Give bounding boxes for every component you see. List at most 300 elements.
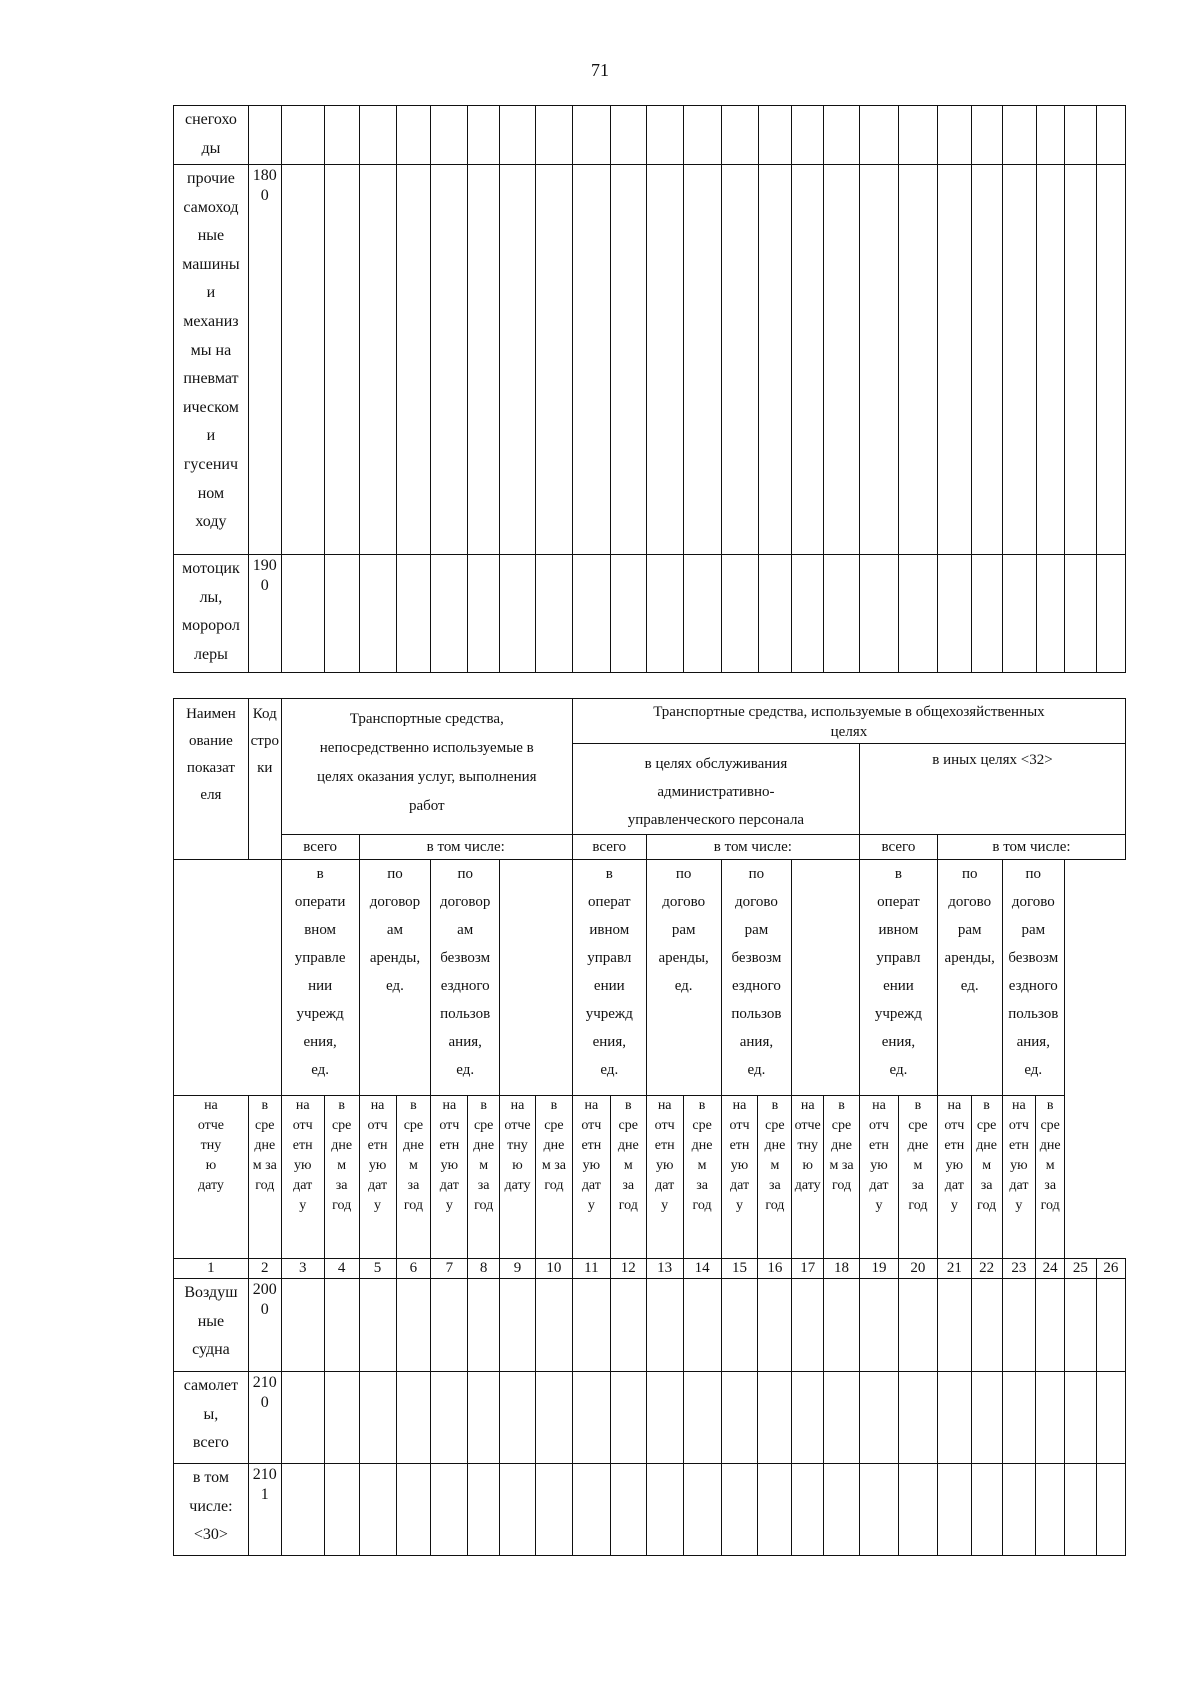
text-line: и [206,284,216,302]
text-line: управл [587,950,632,966]
text-line: дне [831,1138,852,1153]
text-line: м [409,1158,418,1173]
empty-data-cell [938,165,972,555]
text-line: ходу [195,513,227,531]
text-line: м [1045,1158,1055,1173]
text-line: леры [194,645,228,663]
header-operational-mgmt-other [859,860,937,1096]
header-lease-admin [646,860,721,1096]
empty-data-cell [721,1464,758,1556]
empty-data-cell [937,1372,971,1464]
continuation-row-name [174,106,249,165]
text-line: етн [439,1138,460,1153]
empty-data-cell [971,555,1002,673]
column-number: 15 [721,1259,758,1279]
empty-data-cell [1002,555,1036,673]
text-line: м [770,1158,780,1173]
text-line: непосредственно используемые в [319,740,534,756]
text-line: всего [192,1434,229,1452]
column-number: 1 [174,1259,249,1279]
empty-data-cell [610,165,646,555]
text-line: ую [730,1158,749,1173]
table-row [174,555,1126,673]
text-line: сре [331,1118,352,1133]
empty-data-cell [721,106,758,165]
empty-data-cell [396,1279,431,1372]
empty-data-cell [1002,1372,1036,1464]
text-line: ую [870,1158,888,1173]
text-line: в [261,1098,269,1113]
text-line: дне [1039,1138,1061,1153]
column-number: 9 [500,1259,536,1279]
text-line: операт [877,894,920,910]
header-free-use-admin [721,860,792,1096]
empty-data-cell [468,1279,500,1372]
empty-data-cell [431,1279,468,1372]
empty-data-cell [683,555,721,673]
text-line: <30> [193,1526,228,1544]
empty-data-cell [646,106,683,165]
text-line: ую [368,1158,387,1173]
empty-data-cell [860,555,899,673]
empty-data-cell [1065,165,1097,555]
text-line: на [732,1098,747,1113]
empty-data-cell [899,106,938,165]
empty-data-cell [500,106,536,165]
column-number: 16 [758,1259,792,1279]
text-line: договор [369,894,421,910]
text-line: операт [588,894,631,910]
empty-data-cell [1097,106,1126,165]
empty-data-cell [1097,555,1126,673]
table2-row-name [174,1372,249,1464]
text-line: у [587,1198,595,1213]
empty-data-cell [898,1372,937,1464]
empty-data-cell [396,106,431,165]
text-line: мотоцик [182,560,240,577]
empty-data-cell [1002,1279,1036,1372]
text-line: дату [794,1178,821,1193]
text-line: сре [976,1118,997,1133]
empty-data-cell [396,555,431,673]
empty-data-cell [824,555,860,673]
text-line: дат [729,1178,750,1193]
empty-data-cell [359,555,396,673]
text-line: показат [186,760,235,776]
text-line: аренды, [944,950,995,966]
text-line: аренды, [658,950,709,966]
text-line: год [255,1178,275,1193]
header-general-use [572,699,1125,744]
table2-row-name [174,1279,249,1372]
empty-data-cell [758,555,792,673]
empty-data-cell [758,1279,792,1372]
column-number: 12 [610,1259,646,1279]
table-header [174,699,1126,1279]
text-line: сре [618,1118,638,1133]
empty-data-cell [792,1372,824,1464]
subheader-c25-date [1002,1096,1036,1259]
text-line: ездного [440,978,490,994]
text-line: тну [797,1138,818,1153]
text-line: у [445,1198,453,1213]
text-line: ую [655,1158,674,1173]
text-line: сре [908,1118,928,1133]
text-line: за [622,1178,635,1193]
text-line: дат [581,1178,601,1193]
text-line: ю [205,1158,217,1173]
header-indicator-name [174,699,249,860]
empty-data-cell [610,106,646,165]
empty-data-cell [500,555,536,673]
text-line: ивном [878,922,919,938]
empty-data-cell [468,106,500,165]
text-line: отч [868,1118,889,1133]
text-line: отч [439,1118,460,1133]
text-line: етн [869,1138,889,1153]
text-line: в [338,1098,345,1113]
text-line: самоход [183,198,239,216]
continuation-row-code [248,165,281,555]
empty-data-cell [359,165,396,555]
empty-data-cell [572,106,610,165]
empty-data-cell [859,1372,898,1464]
table-row [174,1372,1126,1464]
text-line: ед. [747,1062,766,1078]
empty-data-cell [572,1372,610,1464]
table-row [174,1279,1126,1372]
text-line: самолет [183,1377,239,1394]
empty-data-cell [721,1279,758,1372]
empty-data-cell [937,1279,971,1372]
header-direct-use [281,699,572,835]
column-number: 22 [971,1259,1002,1279]
text-line: Транспортные средства, используемые в общехозяйственных [653,704,1045,720]
text-line: отч [367,1118,388,1133]
text-line: ед. [311,1062,330,1078]
text-line: прочие [187,170,235,187]
text-line: год [474,1198,494,1213]
text-line: 200 [252,1281,277,1298]
continuation-row-code [248,555,281,673]
column-number: 25 [1065,1259,1097,1279]
subheader-c7-date [359,1096,396,1259]
text-line: ные [197,1312,225,1330]
text-line: ения, [303,1034,337,1050]
table2-row-code [248,1464,281,1556]
empty-data-cell [1065,106,1097,165]
table2-row-code [248,1372,281,1464]
text-line: числе: [189,1497,233,1515]
text-line: в [771,1098,779,1113]
header-including-direct: в том числе: [359,835,572,860]
text-line: за [696,1178,708,1193]
empty-data-cell [1002,1464,1036,1556]
column-number: 6 [396,1259,431,1279]
text-line: в [983,1098,990,1113]
text-line: год [692,1198,712,1213]
empty-data-cell [281,555,324,673]
empty-data-cell [535,1372,572,1464]
empty-data-cell [324,106,359,165]
text-line: дат [655,1178,675,1193]
text-line: ю [802,1158,813,1173]
empty-data-cell [1097,165,1126,555]
subheader-c26-average [1036,1096,1065,1259]
empty-data-cell [500,1464,536,1556]
text-line: стро [250,733,279,749]
empty-data-cell [646,1279,683,1372]
text-line: учрежд [296,1006,344,1022]
text-line: догово [1011,894,1055,910]
text-line: год [403,1198,423,1213]
empty-data-cell [281,106,324,165]
text-line: м за [829,1158,854,1173]
empty-data-cell [758,1464,792,1556]
text-line: етн [944,1138,965,1153]
text-line: м [623,1158,633,1173]
text-line: пользов [731,1006,782,1022]
text-line: ения, [592,1034,626,1050]
empty-data-cell [824,1279,860,1372]
text-line: ездного [731,978,781,994]
transport-usage-table [173,698,1126,1556]
empty-data-cell [1096,1372,1125,1464]
empty-data-cell [535,1279,572,1372]
text-line: дат [869,1178,889,1193]
empty-data-cell [898,1279,937,1372]
empty-data-cell [1065,1464,1097,1556]
empty-data-cell [1065,1279,1097,1372]
empty-data-cell [1096,1279,1125,1372]
text-line: по [1025,866,1042,882]
text-line: управленческого персонала [627,812,805,828]
text-line: етн [729,1138,750,1153]
column-number: 18 [824,1259,860,1279]
text-line: сре [1040,1118,1060,1133]
table2-row-code [248,1279,281,1372]
empty-data-cell [1036,1372,1065,1464]
subheader-c21-date [859,1096,898,1259]
empty-data-cell [899,165,938,555]
subheader-c22-average [898,1096,937,1259]
text-line: ю [512,1158,523,1173]
text-line: ы, [203,1405,219,1423]
empty-data-cell [971,106,1002,165]
text-line: отч [581,1118,602,1133]
text-line: 1 [260,1486,269,1503]
text-line: в [838,1098,845,1113]
text-line: в целях обслуживания [644,756,788,772]
empty-data-cell [281,1279,324,1372]
column-number: 7 [431,1259,468,1279]
text-line: ед. [889,1062,908,1078]
text-line: управл [876,950,921,966]
subheader-c3-date [174,1096,249,1259]
empty-data-cell [396,165,431,555]
header-total-admin-blank [500,860,573,1096]
text-line: сре [403,1118,424,1133]
subheader-c14-average [610,1096,646,1259]
text-line: дат [439,1178,459,1193]
text-line: и [206,427,216,445]
column-number: 2 [248,1259,281,1279]
text-line: у [661,1198,669,1213]
text-line: рам [671,922,696,938]
text-line: целях оказания услуг, выполнения [317,769,537,785]
text-line: моророл [181,617,240,635]
empty-data-cell [572,555,610,673]
subheader-c6-average [324,1096,359,1259]
empty-data-cell [396,1464,431,1556]
subheader-c13-date [572,1096,610,1259]
text-line: в [605,866,613,882]
text-line: целях [830,724,868,740]
text-line: год [908,1198,928,1213]
text-line: сре [473,1118,494,1133]
empty-data-cell [646,555,683,673]
empty-data-cell [971,1279,1002,1372]
text-line: учрежд [585,1006,633,1022]
text-line: работ [408,798,445,814]
column-number: 10 [535,1259,572,1279]
empty-data-cell [1002,106,1036,165]
table-row [174,106,1126,165]
text-line: на [800,1098,815,1113]
text-line: ам [386,922,404,938]
empty-data-cell [792,555,824,673]
subheader-c20-average [824,1096,860,1259]
text-line: учрежд [874,1006,923,1022]
subheader-c18-average [758,1096,792,1259]
table-row [174,1464,1126,1556]
header-including-other: в том числе: [937,835,1125,860]
text-line: дне [473,1138,495,1153]
text-line: рам [744,922,769,938]
header-free-use-other [1002,860,1065,1096]
text-line: дне [543,1138,565,1153]
text-line: вном [304,922,337,938]
text-line: отче [197,1118,225,1133]
text-line: дату [504,1178,531,1193]
subheader-c16-average [683,1096,721,1259]
continuation-table [173,105,1126,673]
text-line: безвозм [1008,950,1059,966]
empty-data-cell [1036,106,1065,165]
continuation-table-body [174,106,1126,673]
text-line: на [204,1098,218,1113]
text-line: етн [367,1138,388,1153]
empty-data-cell [536,555,573,673]
text-line: у [374,1198,382,1213]
text-line: отч [1008,1118,1029,1133]
text-line: отч [944,1118,965,1133]
empty-data-cell [758,165,792,555]
empty-data-cell [824,106,860,165]
header-row-code [248,699,281,860]
text-line: м [913,1158,923,1173]
table-row [174,165,1126,555]
column-number: 4 [324,1259,359,1279]
text-line: етн [654,1138,675,1153]
subheader-c11-date [500,1096,536,1259]
text-line: за [407,1178,420,1193]
text-line: м [479,1158,489,1173]
text-line: 190 [252,557,277,574]
empty-data-cell [500,165,536,555]
empty-data-cell [937,1464,971,1556]
text-line: на [872,1098,886,1113]
text-line: на [510,1098,525,1113]
empty-data-cell [396,1372,431,1464]
text-line: ед. [1024,1062,1043,1078]
text-line: по [748,866,765,882]
subheader-c19-date [792,1096,824,1259]
text-line: дне [331,1138,353,1153]
text-line: дату [197,1178,224,1193]
continuation-row-name [174,555,249,673]
empty-data-cell [572,1464,610,1556]
text-line: механиз [183,312,239,330]
subheader-c23-date [937,1096,971,1259]
transport-usage-table-body [174,1279,1126,1556]
text-line: аренды, [369,950,421,966]
text-line: ед. [600,1062,619,1078]
header-operational-mgmt-admin [572,860,646,1096]
column-number: 21 [937,1259,971,1279]
empty-data-cell [721,1372,758,1464]
text-line: Наимен [186,706,236,722]
text-line: нии [308,978,333,994]
subheader-c5-date [281,1096,324,1259]
text-line: тну [507,1138,528,1153]
empty-data-cell [971,1464,1002,1556]
text-line: м за [541,1158,566,1173]
text-line: отч [654,1118,675,1133]
text-line: Транспортные средства, [349,711,504,727]
text-line: машины [182,255,240,273]
text-line: судна [192,1341,230,1359]
text-line: догово [734,894,778,910]
empty-data-cell [324,1372,359,1464]
text-line: етн [1009,1138,1029,1153]
text-line: ую [582,1158,601,1173]
empty-data-cell [1036,1464,1065,1556]
text-line: управле [294,950,346,966]
header-total-admin: всего [572,835,646,860]
header-total-other: всего [859,835,937,860]
empty-data-cell [572,165,610,555]
text-line: у [1015,1198,1023,1213]
text-line: у [299,1198,307,1213]
text-line: ед. [386,978,404,994]
empty-data-cell [281,1372,324,1464]
text-line: год [765,1198,785,1213]
column-number: 5 [359,1259,396,1279]
header-lease-direct [359,860,431,1096]
subheader-c15-date [646,1096,683,1259]
text-line: в том [192,1469,229,1486]
text-line: в [550,1098,558,1113]
text-line: ные [197,227,225,245]
empty-data-cell [610,1279,646,1372]
text-line: дне [403,1138,424,1153]
empty-data-cell [468,555,500,673]
text-line: год [1040,1198,1060,1213]
header-including-admin: в том числе: [646,835,859,860]
text-line: ед. [674,978,693,994]
text-line: у [875,1198,883,1213]
